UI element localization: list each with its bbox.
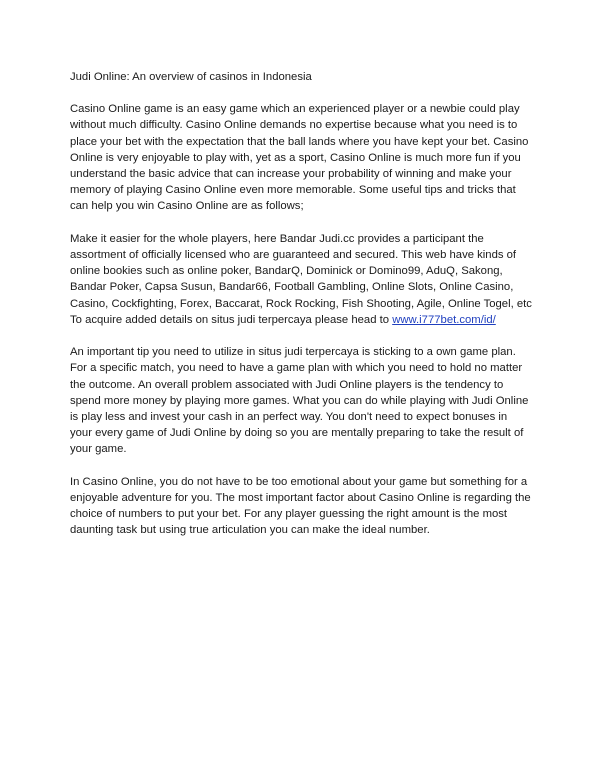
site-link[interactable]: www.i777bet.com/id/ (392, 313, 496, 326)
document-body (70, 69, 532, 555)
paragraph-intro: Casino Online game is an easy game which an experienced player or a newbie could play without much difficulty. Casino Online demands no expertise because what you need is to place your bet with the expectation that the ball lands where you have kept your bet. Casino Online is very enjoyable to play with, yet as a sport, Casino Online is much more fun if you understand the basic advice that can increase your probability of winning and make your memory of playing Casino Online even more memorable. Some useful tips and tricks that can help you win Casino Online are as follows; (70, 103, 529, 213)
document-title: Judi Online: An overview of casinos in Indonesia (70, 71, 312, 83)
paragraph-game-plan: An important tip you need to utilize in situs judi terpercaya is sticking to a own game plan. For a specific match, you need to have a game plan with which you need to hold no matter the outcome. An overall problem associated with Judi Online players is the tendency to spend more money by playing more games. What you can do while playing with Judi Online is play less and invest your cash in an perfect way. You don't need to expect bonuses in your every game of Judi Online by doing so you are mentally preparing to take the result of your game. (70, 346, 529, 456)
paragraph-bookies-text: Make it easier for the whole players, here Bandar Judi.cc provides a participant the assortment of officially licensed who are guaranteed and secured. This web have kinds of online bookies such as online poker, BandarQ, Dominick or Domino99, AduQ, Sakong, Bandar Poker, Capsa Susun, Bandar66, Football Gambling, Online Slots, Online Casino, Casino, Cockfighting, Forex, Baccarat, Rock Rocking, Fish Shooting, Agile, Online Togel, etc To acquire added details on situs judi terpercaya please head to (70, 232, 532, 326)
paragraph-emotions: In Casino Online, you do not have to be too emotional about your game but something for a enjoyable adventure for you. The most important factor about Casino Online is regarding the choice of numbers to put your bet. For any player guessing the right amount is the most daunting task but using true articulation you can make the ideal number. (70, 475, 531, 537)
paragraph-bookies (70, 231, 532, 328)
